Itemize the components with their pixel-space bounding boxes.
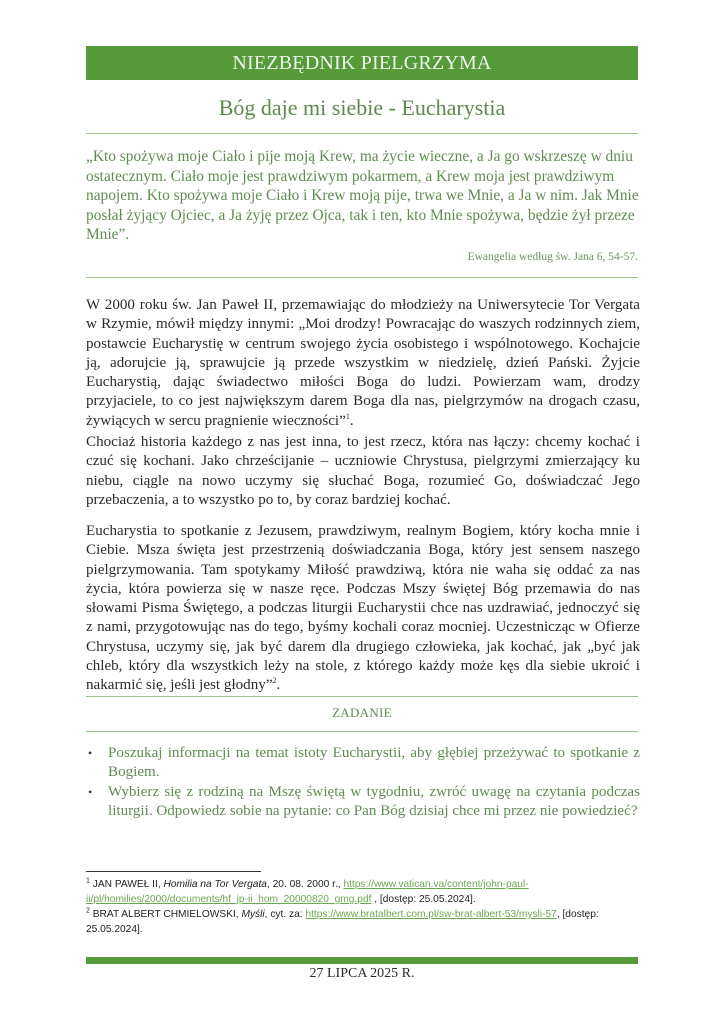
scripture-quote: „Kto spożywa moje Ciało i pije moją Krew, ma życie wieczne, a Ja go wskrzeszę w dniu ostatecznym. Ciało moje jest prawdziwym pokarmem, a Krew moja jest prawdziwym napojem. Kto spożywa moje Ciało i Krew moją pije, trwa we Mnie, a Ja w nim. Jak Mnie posłał żyjący Ojciec, a Ja żyję przez Ojca, tak i ten, kto Mnie spożywa, będzie żył przeze Mnie”. xyxy=(86,148,639,244)
header-banner xyxy=(86,46,638,80)
task-divider-top xyxy=(86,696,638,697)
footer-date: 27 LIPCA 2025 R. xyxy=(309,966,415,981)
page-title: Bóg daje mi siebie - Eucharystia xyxy=(218,95,506,120)
footnote-separator xyxy=(86,871,261,872)
footnotes xyxy=(86,877,646,937)
header-banner-text: NIEZBĘDNIK PIELGRZYMA xyxy=(232,52,492,74)
task-list xyxy=(86,744,640,821)
bullet-icon: • xyxy=(88,746,93,760)
task-heading: ZADANIE xyxy=(332,705,392,720)
body-paragraph-2: Chociaż historia każdego z nas jest inna, to jest rzecz, która nas łączy: chcemy kochać i czuć się kochani. Jako chrześcijanie – uczniowie Chrystusa, pielgrzymi zmierzający ku niebu, ciągle na nowo uczymy się słuchać Boga, rozumieć Go, doświadczać Jego przebaczenia, a to wszystko po to, by coraz bardziej kochać. xyxy=(86,434,640,508)
body-paragraph-1: W 2000 roku św. Jan Paweł II, przemawiając do młodzieży na Uniwersytecie Tor Vergata w Rzymie, mówił między innymi: „Moi drodzy! Powracając do waszych rodzinnych ziem, postawcie Eucharystię w centrum swojego życia osobistego i wspólnotowego. Kochajcie ją, adorujcie ją, sprawujcie ją przede wszystkim w niedzielę, dzień Pański. Żyjcie Eucharystią, dając świadectwo miłości Boga do ludzi. Powierzam wam, drodzy przyjaciele, to co jest największym darem Boga dla nas, pielgrzymów na drogach czasu, żywiących w sercu pragnienie wieczności”$^1$. xyxy=(86,297,640,429)
title-divider xyxy=(86,133,638,134)
footnote-ref-1[interactable]: 1 xyxy=(345,411,350,421)
bullet-icon: • xyxy=(88,784,93,799)
footnote-1: $^1$ JAN PAWEŁ II, Homilia na Tor Vergata, 20. 08. 2000 r., https://www.vatican.va/content/john-paul-ii/pl/homilies/2000/documents/hf_jp-ii_hom_20000820_gmg.pdf , [dostęp: 25.05.2024]. xyxy=(86,877,529,905)
footnote-link-vatican[interactable]: https://www.vatican.va/content/john-paul-ii/pl/homilies/2000/documents/hf_jp-ii_hom_20000820_gmg.pdf xyxy=(86,879,529,905)
footnote-link-bratalbert[interactable]: https://www.bratalbert.com.pl/sw-brat-albert-53/mysli-57 xyxy=(305,909,557,920)
task-divider-bottom xyxy=(86,731,638,732)
footnote-2: $^2$ BRAT ALBERT CHMIELOWSKI, Myśli, cyt. za: https://www.bratalbert.com.pl/sw-brat-albert-53/mysli-57, [dostęp: 25.05.2024]. xyxy=(86,907,599,935)
footnote-ref-2[interactable]: 2 xyxy=(272,676,277,686)
quote-source: Ewangelia według św. Jana 6, 54-57. xyxy=(467,251,638,263)
footer-bar xyxy=(86,957,638,964)
task-item: • Wybierz się z rodziną na Mszę świętą w tygodniu, zwróć uwagę na czytania podczas liturgii. Odpowiedz sobie na pytanie: co Pan Bóg dzisiaj chce mi przez nie powiedzieć? xyxy=(88,783,640,819)
task-item: • Poszukaj informacji na temat istoty Eucharystii, aby głębiej przeżywać to spotkanie z Bogiem. xyxy=(88,745,640,781)
body-paragraph-3: Eucharystia to spotkanie z Jezusem, prawdziwym, realnym Bogiem, który kocha mnie i Ciebie. Msza święta jest przestrzenią doświadczania Boga, który jest sensem naszego pielgrzymowania. Tam spotykamy Miłość prawdziwą, która nie waha się oddać za nas życia, która powierza się w nasze ręce. Podczas Mszy świętej Bóg przemawia do nas słowami Pisma Świętego, a podczas liturgii Eucharystii chce nas uzdrawiać, jednoczyć się z nami, przygotowując nas do tego, byśmy kochali coraz mocniej. Uczestnicząc w Ofierze Chrystusa, uczymy się, jak być darem dla drugiego człowieka, jak kochać, jak „być jak chleb, który dla wszystkich leży na stole, z którego każdy może kęs dla siebie ukroić i nakarmić się, jeśli jest głodny”$^2$. xyxy=(86,523,640,694)
quote-divider xyxy=(86,277,638,278)
